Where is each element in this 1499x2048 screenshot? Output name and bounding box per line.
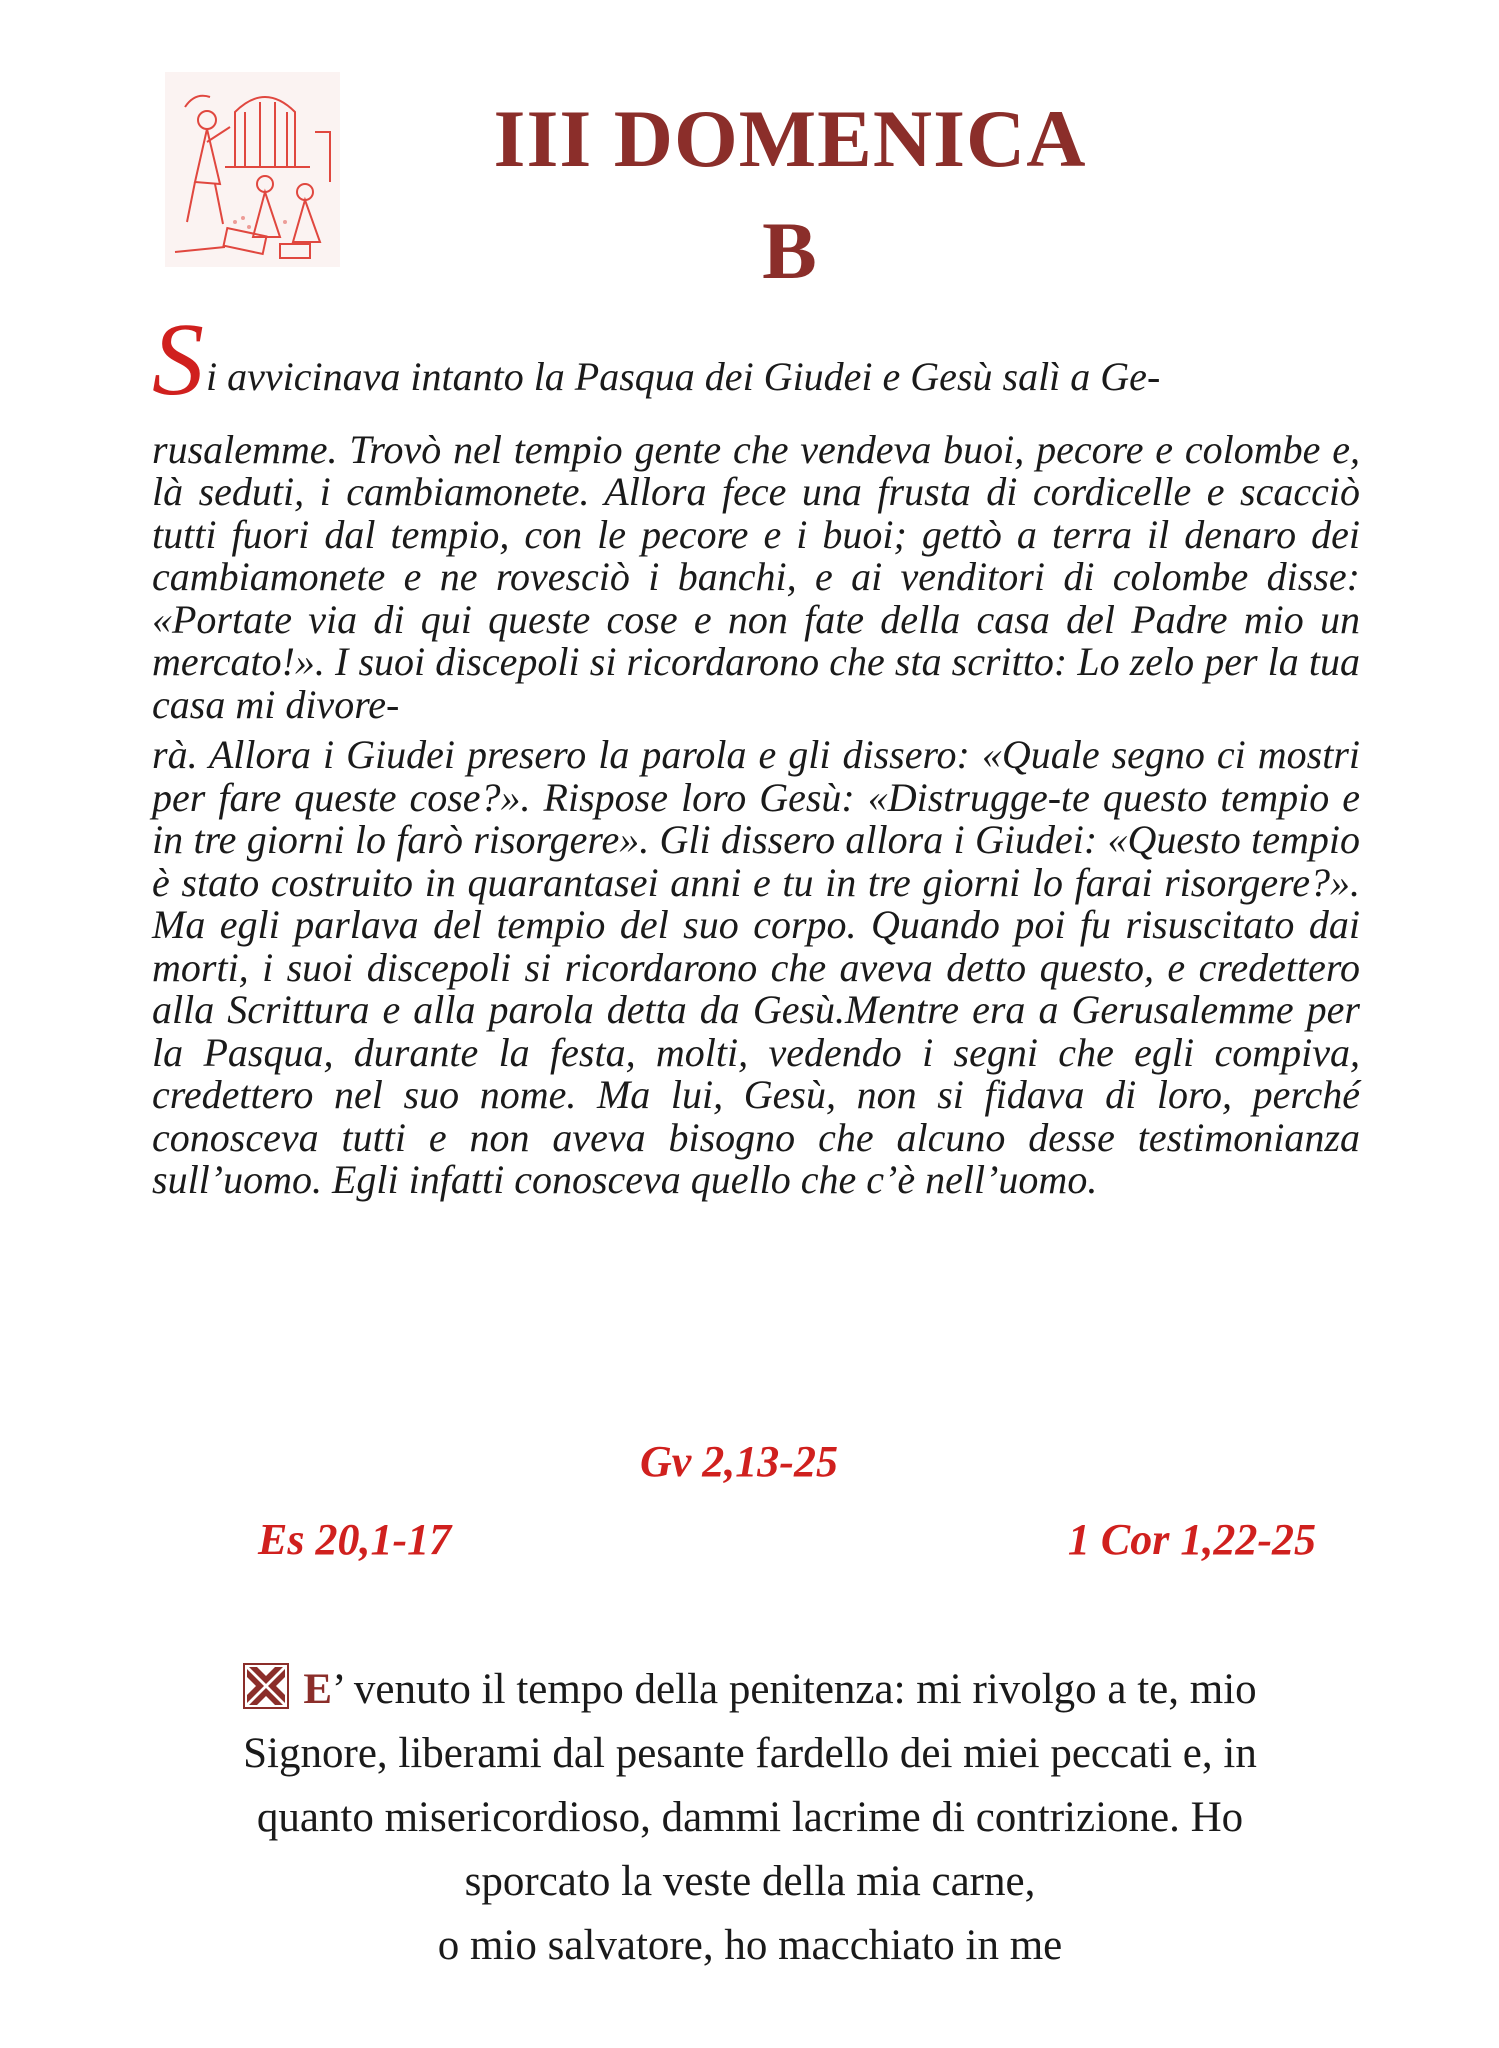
drop-cap: S bbox=[152, 302, 204, 417]
page-title: III DOMENICA bbox=[493, 93, 1087, 184]
second-reading-reference: 1 Cor 1,22-25 bbox=[1067, 1515, 1316, 1564]
gospel-text bbox=[152, 302, 1360, 1202]
prayer-line-4: sporcato la veste della mia carne, bbox=[464, 1858, 1036, 1905]
first-reading-reference: Es 20,1-17 bbox=[258, 1515, 452, 1564]
prayer-line-1 bbox=[155, 1658, 1345, 1722]
temple-cleansing-illustration bbox=[165, 72, 340, 267]
gospel-paragraph-3: rà. Allora i Giudei presero la parola e gli dissero: «Quale segno ci mostri per fare queste cose?». Rispose loro Gesù: «Distrugge-te questo tempio e in tre giorni lo farò risorgere». Gli dissero allora i Giudei: «Questo tempio è stato costruito in quarantasei anni e tu in tre giorni lo farai risorgere?». Ma egli parlava del tempio del suo corpo. Quando poi fu risuscitato dai morti, i suoi discepoli si ricordarono che aveva detto questo, e credettero alla Scrittura e alla parola detta da Gesù.Mentre era a Gerusalemme per la Pasqua, durante la festa, molti, vedendo i segni che egli compiva, credettero nel suo nome. Ma lui, Gesù, non si fidava di loro, perché conosceva tutti e non aveva bisogno che alcuno desse testimonianza sull’uomo. Egli infatti conosceva quello che c’è nell’uomo. bbox=[152, 732, 1360, 1202]
gospel-paragraph-2: rusalemme. Trovò nel tempio gente che vendeva buoi, pecore e colombe e, là seduti, i cambiamonete. Allora fece una frusta di cordicelle e scacciò tutti fuori dal tempio, con le pecore e i buoi; gettò a terra il denaro dei cambiamonete e ne rovesciò i banchi, e ai venditori di colombe disse: «Portate via di qui queste cose e non fate della casa del Padre mio un mercato!». I suoi discepoli si ricordarono che sta scritto: Lo zelo per la tua casa mi divore- bbox=[152, 426, 1360, 727]
prayer-line-3: quanto misericordioso, dammi lacrime di contrizione. Ho bbox=[256, 1794, 1244, 1841]
prayer-text bbox=[155, 1658, 1345, 1978]
prayer-line-5: o mio salvatore, ho macchiato in me bbox=[437, 1922, 1063, 1969]
gospel-first-line bbox=[152, 302, 1360, 417]
cross-ornament-icon bbox=[243, 1663, 289, 1709]
prayer-initial: E bbox=[303, 1666, 333, 1713]
prayer-line-2: Signore, liberami dal pesante fardello dei miei peccati e, in bbox=[243, 1730, 1257, 1777]
prayer-line-1-text: ’ venuto il tempo della penitenza: mi rivolgo a te, mio bbox=[332, 1666, 1257, 1713]
gospel-first-line-text: i avvicinava intanto la Pasqua dei Giudei e Gesù salì a Ge- bbox=[206, 354, 1161, 399]
gospel-reference: Gv 2,13-25 bbox=[640, 1437, 838, 1486]
page-subtitle-year: B bbox=[762, 205, 818, 296]
